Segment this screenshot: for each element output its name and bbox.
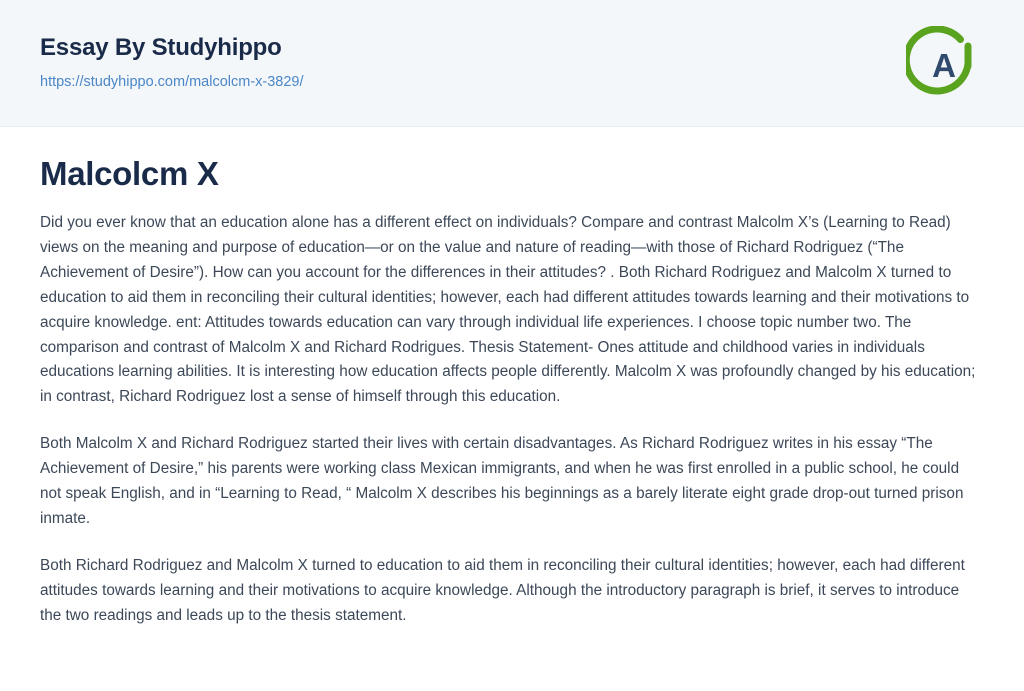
source-url-link[interactable]: https://studyhippo.com/malcolcm-x-3829/ <box>40 74 304 91</box>
site-header <box>0 0 1024 127</box>
site-brand: Essay By Studyhippo <box>40 34 282 62</box>
page-title: Malcolcm X <box>40 155 219 192</box>
essay-paragraph: Both Richard Rodriguez and Malcolm X turned to education to aid them in reconciling their cultural identities; however, each had different attitudes towards learning and their motivations to acquire knowledge. Although the introductory paragraph is brief, it serves to introduce the two readings and leads up to the thesis statement. <box>40 557 965 624</box>
document-body <box>0 127 1024 629</box>
studyhippo-a-logo-icon <box>906 26 982 102</box>
essay-paragraph: Did you ever know that an education alone has a different effect on individuals? Compare and contrast Malcolm X’s (Learning to Read) views on the meaning and purpose of education—or on the value and nature of reading—with those of Richard Rodriguez (“The Achievement of Desire”). How can you account for the differences in their attitudes? . Both Richard Rodriguez and Malcolm X turned to education to aid them in reconciling their cultural identities; however, each had different attitudes towards learning and their motivations to acquire knowledge. ent: Attitudes towards education can vary through individual life experiences. I choose topic number two. The comparison and contrast of Malcolm X and Richard Rodrigues. Thesis Statement- Ones attitude and childhood varies in individuals educations learning abilities. It is interesting how education affects people differently. Malcolm X was profoundly changed by his education; in contrast, Richard Rodriguez lost a sense of himself through this education. <box>40 213 976 406</box>
essay-paragraph: Both Malcolm X and Richard Rodriguez started their lives with certain disadvantages. As Richard Rodriguez writes in his essay “The Achievement of Desire,” his parents were working class Mexican immigrants, and when he was first enrolled in a public school, he could not speak English, and in “Learning to Read, “ Malcolm X describes his beginnings as a barely literate eight grade drop-out turned prison inmate. <box>40 435 964 528</box>
svg-text:A: A <box>932 47 956 84</box>
